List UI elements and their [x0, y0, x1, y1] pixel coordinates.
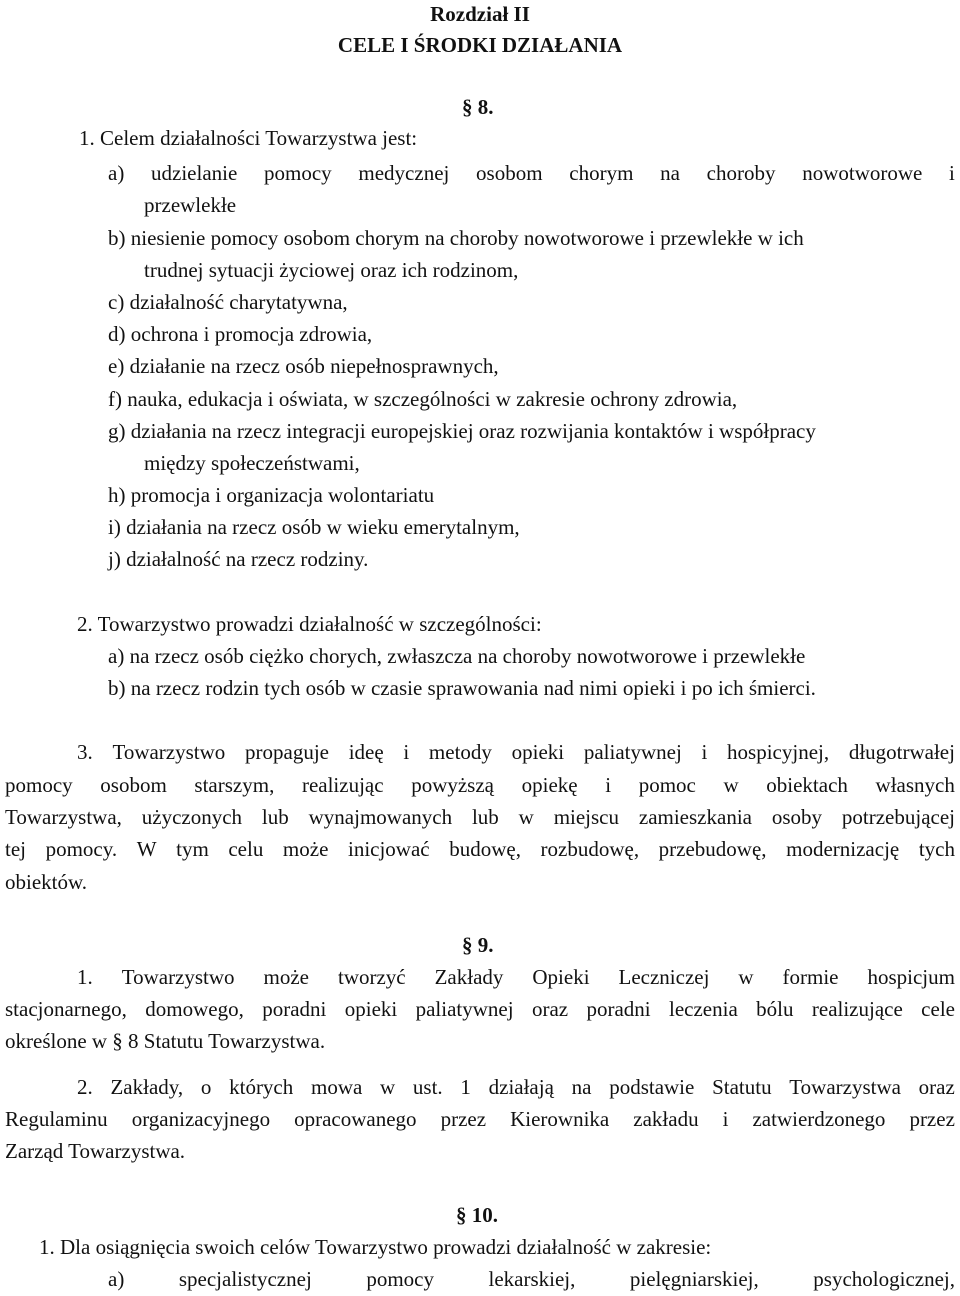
word: opracowanego — [294, 1107, 417, 1131]
word: w — [380, 1075, 396, 1099]
word: potrzebującej — [841, 805, 955, 829]
word: Regulaminu — [5, 1107, 108, 1131]
word: metody — [428, 740, 492, 764]
word: realizując — [301, 773, 384, 797]
word: leczenia — [669, 997, 738, 1021]
chapter-title: CELE I ŚRODKI DZIAŁANIA — [337, 33, 623, 57]
word: bólu — [756, 997, 794, 1021]
word: 1 — [460, 1075, 471, 1099]
word: tworzyć — [337, 965, 406, 989]
word: wynajmowanych — [308, 805, 453, 829]
word: udzielanie — [151, 161, 238, 185]
word: hospicyjnej, — [727, 740, 830, 764]
word: Towarzystwa — [789, 1075, 901, 1099]
word: stacjonarnego, — [5, 997, 127, 1021]
word: Towarzystwo — [121, 965, 235, 989]
s9-p2-line-3: Zarząd Towarzystwa. — [5, 1139, 186, 1163]
word: których — [229, 1075, 294, 1099]
s8-p1-item-j: j) działalność na rzecz rodziny. — [108, 547, 369, 571]
word: cele — [921, 997, 955, 1021]
s8-p2-intro: 2. Towarzystwo prowadzi działalność w szczególności: — [77, 612, 542, 636]
word: rozbudowę, — [540, 837, 640, 861]
word: ust. — [412, 1075, 443, 1099]
s10-p1-item-a — [108, 1269, 955, 1290]
word: podstawie — [609, 1075, 695, 1099]
word: pomoc — [638, 773, 696, 797]
word: lub — [261, 805, 289, 829]
word: i — [949, 161, 955, 185]
s8-p3-line-4 — [5, 839, 955, 860]
word: opiekę — [521, 773, 578, 797]
word: może — [263, 965, 310, 989]
word: własnych — [875, 773, 955, 797]
word: nowotworowe — [802, 161, 923, 185]
s10-p1-intro: 1. Dla osiągnięcia swoich celów Towarzystwo prowadzi działalność w zakresie: — [39, 1235, 712, 1259]
word: poradni — [262, 997, 327, 1021]
word: długotrwałej — [848, 740, 955, 764]
word: chorym — [569, 161, 634, 185]
word: Leczniczej — [618, 965, 710, 989]
word: przez — [909, 1107, 955, 1131]
word: i — [403, 740, 410, 764]
section-10-mark: § 10. — [456, 1203, 498, 1227]
word: tych — [918, 837, 955, 861]
word: oraz — [531, 997, 569, 1021]
word: budowę, — [449, 837, 521, 861]
s8-p1-item-c: c) działalność charytatywna, — [108, 290, 348, 314]
word: Kierownika — [510, 1107, 610, 1131]
word: obiektach — [766, 773, 848, 797]
chapter-heading: Rozdział II — [430, 2, 530, 26]
word: specjalistycznej — [178, 1267, 312, 1291]
word: może — [282, 837, 329, 861]
word: Zakłady, — [110, 1075, 184, 1099]
word: tym — [176, 837, 209, 861]
s8-p3-line-3 — [5, 807, 955, 828]
word: o — [200, 1075, 212, 1099]
word: Zakłady — [434, 965, 504, 989]
s8-p1-item-f: f) nauka, edukacja i oświata, w szczególności w zakresie ochrony zdrowia, — [108, 387, 738, 411]
word: medycznej — [358, 161, 450, 185]
word: mowa — [310, 1075, 363, 1099]
word: choroby — [706, 161, 776, 185]
word: pomocy — [366, 1267, 434, 1291]
s9-p1-line-1 — [77, 967, 955, 988]
word: formie — [782, 965, 839, 989]
word: w — [518, 805, 534, 829]
word: propaguje — [245, 740, 329, 764]
word: zakładu — [633, 1107, 699, 1131]
word: opieki — [511, 740, 565, 764]
word: hospicjum — [867, 965, 955, 989]
word: paliatywnej — [583, 740, 682, 764]
word: lub — [471, 805, 499, 829]
s8-p1-item-e: e) działanie na rzecz osób niepełnosprawnych, — [108, 354, 499, 378]
s8-p1-item-g: g) działania na rzecz integracji europejskiej oraz rozwijania kontaktów i współpracy — [108, 419, 816, 443]
s8-p3-line-5: obiektów. — [5, 870, 88, 894]
word: Towarzystwa, — [5, 805, 122, 829]
word: paliatywnej — [415, 997, 514, 1021]
word: a) — [108, 1267, 125, 1291]
word: starszym, — [194, 773, 275, 797]
section-8-mark: § 8. — [462, 95, 494, 119]
word: przebudowę, — [658, 837, 767, 861]
word: celu — [228, 837, 264, 861]
s9-p2-line-1 — [77, 1077, 955, 1098]
word: tej — [5, 837, 26, 861]
word: ideę — [348, 740, 384, 764]
word: a) — [108, 161, 125, 185]
word: na — [660, 161, 680, 185]
word: modernizację — [786, 837, 900, 861]
word: pielęgniarskiej, — [629, 1267, 759, 1291]
word: w — [723, 773, 739, 797]
word: Towarzystwo — [112, 740, 226, 764]
s8-p1-item-a — [108, 163, 955, 184]
s8-p3-line-2 — [5, 775, 955, 796]
word: realizujące — [811, 997, 903, 1021]
word: zatwierdzonego — [752, 1107, 886, 1131]
word: osoby — [771, 805, 823, 829]
s9-p2-line-2 — [5, 1109, 955, 1130]
word: i — [701, 740, 708, 764]
word: pomocy. — [45, 837, 118, 861]
word: Statutu — [712, 1075, 772, 1099]
s8-p3-line-1 — [77, 742, 955, 763]
word: przez — [440, 1107, 487, 1131]
word: działają — [488, 1075, 554, 1099]
s8-p1-item-i: i) działania na rzecz osób w wieku emerytalnym, — [108, 515, 520, 539]
word: Opieki — [532, 965, 590, 989]
word: opieki — [344, 997, 398, 1021]
s8-p2-item-b: b) na rzecz rodzin tych osób w czasie sprawowania nad nimi opieki i po ich śmierci. — [108, 676, 816, 700]
s8-p2-item-a: a) na rzecz osób ciężko chorych, zwłaszcza na choroby nowotworowe i przewlekłe — [108, 644, 806, 668]
s8-p1-intro: 1. Celem działalności Towarzystwa jest: — [79, 126, 418, 150]
word: w — [738, 965, 754, 989]
word: osobom — [100, 773, 167, 797]
word: pomocy — [264, 161, 332, 185]
s8-p1-item-g-cont: między społeczeństwami, — [144, 451, 360, 475]
word: oraz — [918, 1075, 955, 1099]
word: W — [136, 837, 157, 861]
word: i — [722, 1107, 729, 1131]
word: zamieszkania — [638, 805, 752, 829]
word: osobom — [476, 161, 543, 185]
section-9-mark: § 9. — [462, 933, 494, 957]
word: poradni — [586, 997, 651, 1021]
word: domowego, — [145, 997, 244, 1021]
word: i — [605, 773, 612, 797]
word: 2. — [77, 1075, 93, 1099]
word: 3. — [77, 740, 93, 764]
s8-p1-item-b: b) niesienie pomocy osobom chorym na choroby nowotworowe i przewlekłe w ich — [108, 226, 804, 250]
word: inicjować — [347, 837, 430, 861]
word: 1. — [77, 965, 93, 989]
word: organizacyjnego — [131, 1107, 271, 1131]
word: powyższą — [411, 773, 494, 797]
word: użyczonych — [141, 805, 243, 829]
s8-p1-item-b-cont: trudnej sytuacji życiowej oraz ich rodzinom, — [144, 258, 519, 282]
s9-p1-line-3: określone w § 8 Statutu Towarzystwa. — [5, 1029, 326, 1053]
word: psychologicznej, — [813, 1267, 955, 1291]
word: na — [571, 1075, 592, 1099]
s8-p1-item-d: d) ochrona i promocja zdrowia, — [108, 322, 373, 346]
word: pomocy — [5, 773, 73, 797]
s8-p1-item-a-cont: przewlekłe — [144, 193, 237, 217]
word: miejscu — [553, 805, 620, 829]
s9-p1-line-2 — [5, 999, 955, 1020]
s8-p1-item-h: h) promocja i organizacja wolontariatu — [108, 483, 435, 507]
word: lekarskiej, — [488, 1267, 576, 1291]
